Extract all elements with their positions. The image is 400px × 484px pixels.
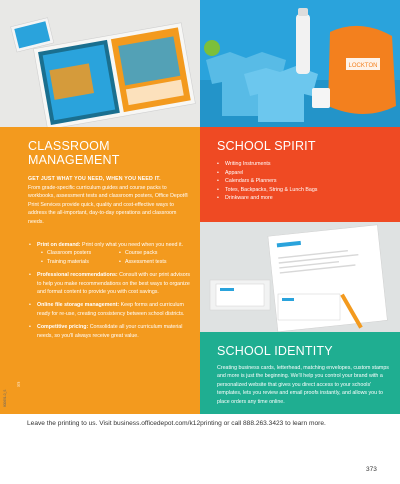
bullet-online-file-storage xyxy=(28,301,192,318)
classroom-management-title xyxy=(28,139,188,167)
classroom-materials-photo xyxy=(0,0,200,127)
sub-item: • Classroom posters xyxy=(41,249,119,257)
bullet-text: Print only what you need when you need it. xyxy=(80,242,184,248)
bullet-bold: Print on demand: xyxy=(37,242,81,248)
school-spirit-title: SCHOOL SPIRIT xyxy=(217,139,316,153)
spirit-item: • Writing Instruments xyxy=(217,160,317,169)
school-identity-photo xyxy=(200,222,400,332)
spirit-item: • Totes, Backpacks, String & Lunch Bags xyxy=(217,186,317,195)
school-spirit-photo xyxy=(200,0,400,127)
print-on-demand-sublist xyxy=(41,249,192,266)
bullet-professional-recommendations xyxy=(28,271,192,296)
sub-item: • Training materials xyxy=(41,258,119,266)
title-line-2: MANAGEMENT xyxy=(28,153,120,167)
bullet-bold: Competitive pricing: xyxy=(37,324,89,331)
spirit-item: • Calendars & Planners xyxy=(217,177,317,186)
school-identity-description: Creating business cards, letterhead, matching envelopes, custom stamps and more is just the beginning. We'll help you control your brand with a personalized website that gives you direct access to your schools' templates, lets you review and email proofs instantly, and allows you to place orders any time online. xyxy=(217,365,389,405)
bullet-competitive-pricing xyxy=(28,323,192,340)
school-identity-title: SCHOOL IDENTITY xyxy=(217,344,333,358)
page-number: 373 xyxy=(366,466,377,473)
school-spirit-panel xyxy=(200,127,400,222)
backpack-brand-text: LOCKTON xyxy=(348,63,378,69)
sub-item: • Assessment tests xyxy=(119,258,189,266)
bullet-bold: Online file storage management: xyxy=(37,302,120,309)
spirit-item: • Apparel xyxy=(217,169,317,178)
classroom-management-panel xyxy=(0,127,200,414)
side-code: 800651-0_S xyxy=(3,389,7,407)
sub-item: • Course packs xyxy=(119,249,189,257)
school-identity-panel xyxy=(200,332,400,414)
bullet-text: Consolidate all your curriculum material needs, so you'll always receive great value. xyxy=(37,324,183,339)
bullet-print-on-demand xyxy=(28,241,192,266)
classroom-intro: From grade-specific curriculum guides and course packs to workbooks, assessment tests and classroom posters, Office Depot® Print Services provide quick, quality and cost-effective ways to address the all-important, day-to-day operations and classroom needs. xyxy=(28,185,189,225)
classroom-bullet-list xyxy=(28,241,192,345)
bullet-text: Keep forms and curriculum ready for re-use, creating consistency between school districts. xyxy=(37,302,185,317)
spirit-item: • Drinkware and more xyxy=(217,194,317,203)
side-number: 373 xyxy=(17,381,21,387)
bullet-text: Consult with our print advisors to help you make recommendations on the best ways to organize and format content to provide you with cost savings. xyxy=(37,272,191,296)
classroom-subhead: GET JUST WHAT YOU NEED, WHEN YOU NEED IT. xyxy=(28,176,161,182)
school-spirit-list xyxy=(217,160,317,203)
title-line-1: CLASSROOM xyxy=(28,139,110,153)
bullet-bold: Professional recommendations: xyxy=(37,272,118,279)
footer-cta: Leave the printing to us. Visit business.officedepot.com/k12printing or call 888.263.3423 to learn more. xyxy=(27,420,326,427)
